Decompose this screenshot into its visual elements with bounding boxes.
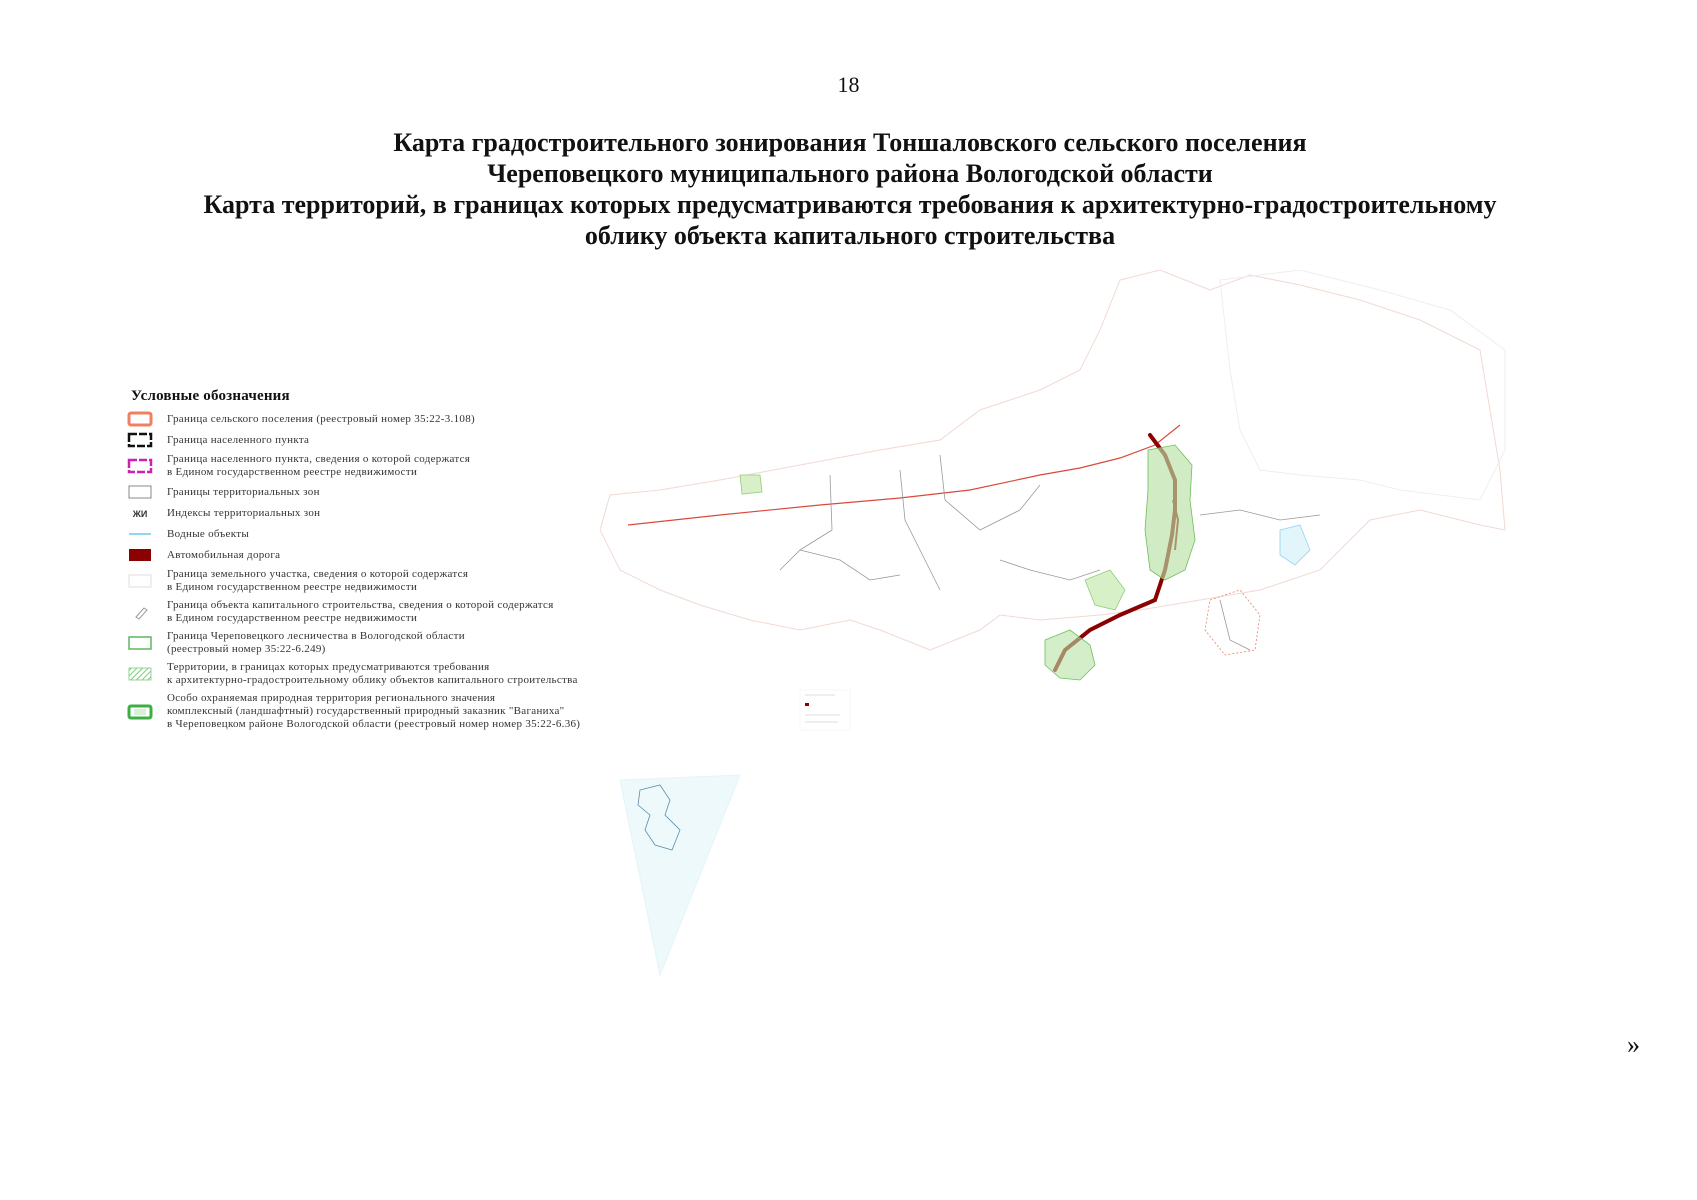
legend-item-capital-object-boundary [127,599,627,625]
title-line-3: Карта территорий, в границах которых предусматриваются требования к архитектурно-градостроительному [203,190,1497,219]
local-roads [780,455,1320,650]
title-line-4: облику объекта капитального строительства [584,221,1116,250]
legend-title: Условные обозначения [131,388,290,404]
legend-item-label [167,413,475,426]
legend-item-label [167,599,554,625]
legend-item-zone-index [127,505,627,521]
legend-item-water-bodies [127,526,627,542]
southern-settlement-zone [1045,630,1095,680]
legend-items [127,411,627,731]
legend-item-label-line: Особо охраняемая природная территория регионального значения [167,692,496,704]
legend-item-label-line: Граница земельного участка, сведения о которой содержатся [167,568,469,580]
title-line-1: Карта градостроительного зонирования Тоншаловского сельского поселения [393,128,1307,157]
inset-legend [800,690,850,730]
settlement-boundary-swatch-icon [127,432,153,448]
legend-item-label [167,568,468,594]
capital-object-boundary-swatch-icon [127,604,153,620]
legend-item-label [167,661,578,687]
legend-item-label [167,528,249,541]
water-body-east [1280,525,1310,565]
zoning-map[interactable] [600,270,1610,1010]
legend-item-label [167,507,320,520]
legend-item-label-line: в Едином государственном реестре недвижимости [167,581,418,593]
rural-settlement-boundary-swatch-icon [127,411,153,427]
legend-item-label [167,434,309,447]
legend-item-label-line: Водные объекты [167,527,250,540]
svg-text:ЖИ: ЖИ [132,509,148,519]
legend-item-label-line: Граница Череповецкого лесничества в Вологодской области [167,630,465,642]
title-line-2: Череповецкого муниципального района Вологодской области [487,159,1213,188]
zone-index-swatch-icon [127,505,153,521]
legend-item-label [167,630,465,656]
eastern-settlement-area [1205,590,1260,655]
continuation-mark: » [1627,1030,1640,1059]
legend-item-territorial-zones-boundary [127,484,627,500]
legend-item-label-line: в Едином государственном реестре недвижимости [167,612,418,624]
legend-item-label-line: Автомобильная дорога [167,548,281,561]
rural-settlement-boundary-outline [600,270,1505,650]
forestry-boundary-swatch-icon [127,635,153,651]
protected-natural-area-swatch-icon [127,704,153,720]
legend-item-label-line: комплексный (ландшафтный) государственный природный заказник "Ваганиха" [167,705,565,717]
settlement-zone-green [1145,445,1195,580]
map-canvas[interactable] [600,270,1610,1010]
highway-swatch-icon [127,547,153,563]
legend-item-label-line: Граница населенного пункта, сведения о которой содержатся [167,453,471,465]
legend-item-label-line: в Череповецком районе Вологодской области (реестровый номер номер 35:22-6.36) [167,718,581,730]
forest-zone-1 [1085,570,1125,610]
legend-item-label-line: (реестровый номер 35:22-6.249) [167,643,326,655]
legend-item-forestry-boundary [127,630,627,656]
legend-item-land-plot-boundary [127,568,627,594]
architectural-requirements-territory-swatch-icon [127,666,153,682]
legend-item-highway [127,547,627,563]
legend-item-label-line: к архитектурно-градостроительному облику объектов капитального строительства [167,674,578,686]
legend-item-label [167,549,280,562]
legend-item-settlement-boundary [127,432,627,448]
legend-item-label-line: Граница сельского поселения (реестровый номер 35:22-3.108) [167,412,475,425]
legend-item-label-line: Граница объекта капитального строительства, сведения о которой содержатся [167,599,554,611]
legend-item-label-line: Граница населенного пункта [167,433,310,446]
legend-item-settlement-boundary-egrn [127,453,627,479]
legend-item-architectural-requirements-territory [127,661,627,687]
map-legend [127,388,627,736]
land-plot-boundary-swatch-icon [127,573,153,589]
legend-item-label-line: Территории, в границах которых предусматриваются требования [167,661,490,673]
legend-item-rural-settlement-boundary [127,411,627,427]
settlement-boundary-egrn-swatch-icon [127,458,153,474]
legend-item-label [167,486,320,499]
legend-item-label-line: в Едином государственном реестре недвижимости [167,466,418,478]
legend-item-label [167,453,470,479]
territorial-zones-boundary-swatch-icon [127,484,153,500]
legend-item-label-line: Индексы территориальных зон [167,506,321,519]
forest-zone-2 [740,475,762,494]
page-title [120,127,1580,251]
legend-item-label [167,692,580,731]
page-number: 18 [837,72,860,97]
legend-item-label-line: Границы территориальных зон [167,485,320,498]
northern-territory-outline [1220,270,1505,500]
water-bodies-swatch-icon [127,526,153,542]
legend-item-protected-natural-area [127,692,627,731]
